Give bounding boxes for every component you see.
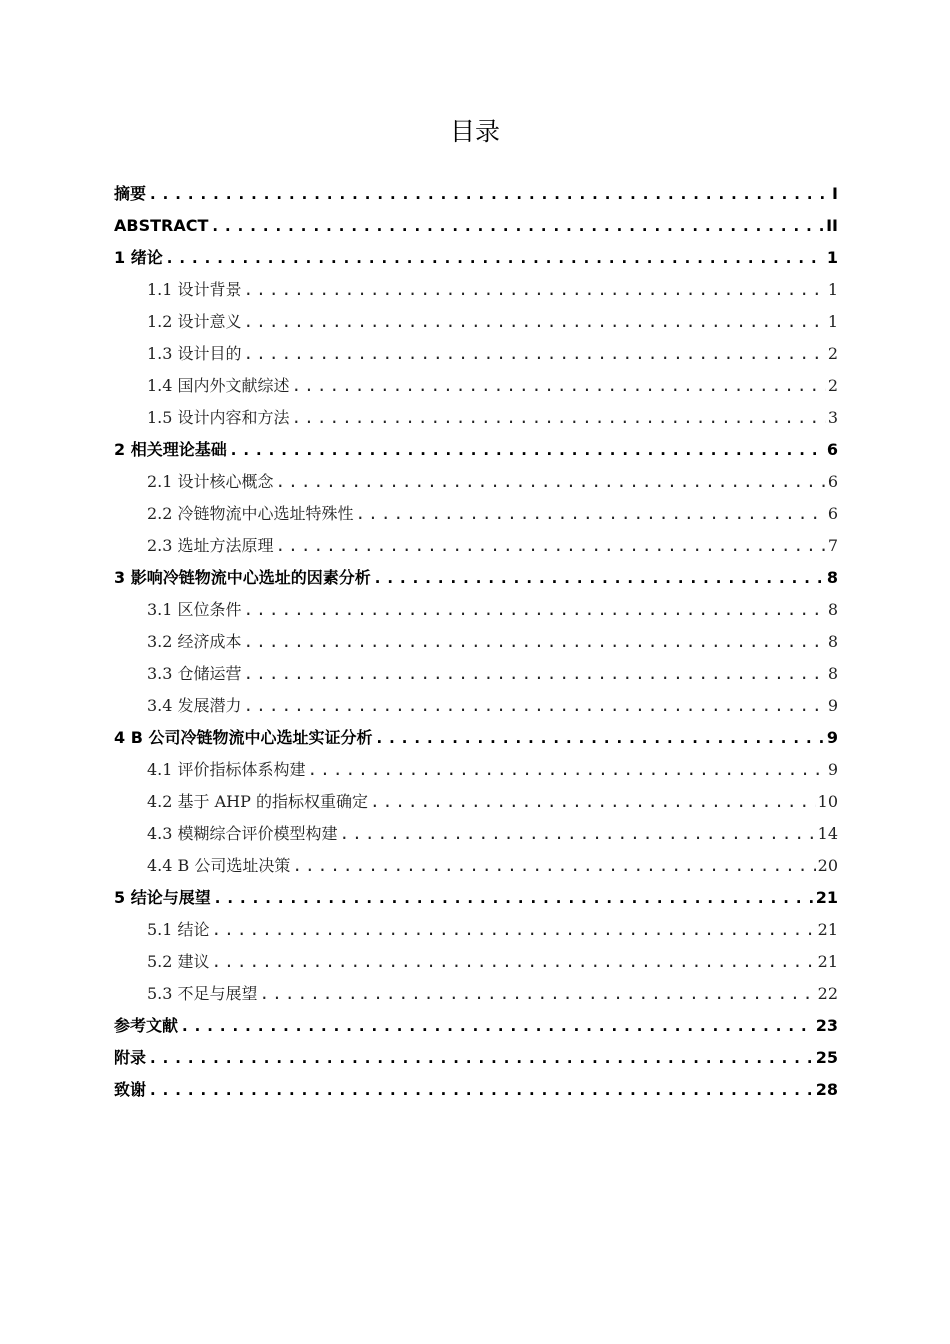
toc-entry-page-number: 22 [817, 984, 838, 1003]
toc-entry-title: 4.4 B 公司选址决策 [147, 856, 291, 875]
toc-entry[interactable] [114, 466, 838, 498]
toc-entry[interactable] [114, 530, 838, 562]
toc-entry-title: 2.2 冷链物流中心选址特殊性 [147, 504, 354, 523]
toc-entry-title: 1.1 设计背景 [147, 280, 242, 299]
toc-entry[interactable] [114, 306, 838, 338]
toc-dot-leader [340, 818, 816, 850]
toc-entry-page-number: 6 [827, 504, 838, 523]
toc-entry[interactable] [114, 1042, 838, 1074]
toc-entry-title: 4 B 公司冷链物流中心选址实证分析 [114, 728, 373, 747]
toc-entry-page-number: 9 [827, 696, 838, 715]
toc-entry[interactable] [114, 338, 838, 370]
toc-entry-page-number: 21 [815, 888, 838, 907]
toc-entry-title: 1.2 设计意义 [147, 312, 242, 331]
toc-dot-leader [180, 1010, 814, 1042]
toc-entry-title: 摘要 [114, 184, 147, 203]
toc-dot-leader [148, 1074, 814, 1106]
toc-dot-leader [148, 1042, 814, 1074]
toc-entry-page-number: II [826, 216, 838, 235]
toc-entry-page-number: 7 [827, 536, 838, 555]
toc-dot-leader [244, 306, 826, 338]
toc-dot-leader [373, 562, 825, 594]
toc-entry[interactable] [114, 402, 838, 434]
toc-entry-page-number: 1 [826, 248, 838, 267]
toc-dot-leader [374, 722, 824, 754]
toc-entry-page-number: 21 [817, 920, 838, 939]
toc-dot-leader [165, 242, 825, 274]
toc-dot-leader [244, 274, 826, 306]
toc-dot-leader [244, 594, 826, 626]
toc-entry-title: 5.2 建议 [147, 952, 210, 971]
toc-entry[interactable] [114, 210, 838, 242]
toc-entry-title: 1.3 设计目的 [147, 344, 242, 363]
page-title: 目录 [449, 117, 500, 146]
toc-dot-leader [244, 658, 826, 690]
toc-dot-leader [229, 434, 825, 466]
toc-dot-leader [292, 850, 815, 882]
toc-entry-title: 附录 [114, 1048, 147, 1067]
toc-entry-page-number: 2 [827, 344, 838, 363]
toc-entry-title: ABSTRACT [114, 216, 209, 235]
toc-entry-title: 3 影响冷链物流中心选址的因素分析 [114, 568, 371, 587]
toc-entry[interactable] [114, 274, 838, 306]
toc-dot-leader [260, 978, 816, 1010]
toc-entry[interactable] [114, 978, 838, 1010]
toc-dot-leader [244, 626, 826, 658]
toc-entry[interactable] [114, 946, 838, 978]
toc-entry-page-number: 25 [815, 1048, 838, 1067]
toc-dot-leader [292, 370, 826, 402]
toc-dot-leader [308, 754, 826, 786]
toc-entry-page-number: 1 [827, 312, 838, 331]
toc-entry-page-number: 14 [817, 824, 838, 843]
toc-entry-page-number: 8 [827, 632, 838, 651]
toc-entry-title: 1.4 国内外文献综述 [147, 376, 290, 395]
toc-entry-title: 3.4 发展潜力 [147, 696, 242, 715]
toc-entry[interactable] [114, 178, 838, 210]
toc-dot-leader [244, 690, 826, 722]
toc-entry-page-number: 23 [815, 1016, 838, 1035]
toc-entry[interactable] [114, 562, 838, 594]
toc-entry-title: 3.1 区位条件 [147, 600, 242, 619]
toc-entry-title: 4.2 基于 AHP 的指标权重确定 [147, 792, 368, 811]
toc-entry[interactable] [114, 626, 838, 658]
toc-entry-page-number: 3 [827, 408, 838, 427]
table-of-contents [114, 178, 838, 1106]
toc-entry-page-number: 6 [826, 440, 838, 459]
toc-entry[interactable] [114, 786, 838, 818]
toc-entry-title: 参考文献 [114, 1016, 179, 1035]
toc-dot-leader [212, 946, 816, 978]
toc-entry-page-number: 8 [826, 568, 838, 587]
toc-entry-title: 5.3 不足与展望 [147, 984, 258, 1003]
toc-entry-page-number: 9 [827, 760, 838, 779]
toc-entry-page-number: 28 [815, 1080, 838, 1099]
toc-entry[interactable] [114, 1010, 838, 1042]
toc-entry[interactable] [114, 370, 838, 402]
toc-dot-leader [276, 530, 826, 562]
toc-entry-title: 2 相关理论基础 [114, 440, 227, 459]
toc-entry-title: 5.1 结论 [147, 920, 210, 939]
toc-dot-leader [213, 882, 814, 914]
toc-entry[interactable] [114, 754, 838, 786]
toc-entry-title: 4.1 评价指标体系构建 [147, 760, 306, 779]
toc-entry-title: 致谢 [114, 1080, 147, 1099]
toc-entry-title: 4.3 模糊综合评价模型构建 [147, 824, 338, 843]
toc-entry-title: 5 结论与展望 [114, 888, 211, 907]
toc-entry-title: 3.3 仓储运营 [147, 664, 242, 683]
toc-entry[interactable] [114, 722, 838, 754]
toc-entry-page-number: 8 [827, 664, 838, 683]
toc-dot-leader [244, 338, 826, 370]
toc-entry-title: 1.5 设计内容和方法 [147, 408, 290, 427]
toc-entry[interactable] [114, 850, 838, 882]
toc-dot-leader [276, 466, 826, 498]
toc-entry-title: 2.3 选址方法原理 [147, 536, 274, 555]
toc-entry[interactable] [114, 242, 838, 274]
toc-entry[interactable] [114, 1074, 838, 1106]
toc-entry[interactable] [114, 658, 838, 690]
toc-entry[interactable] [114, 594, 838, 626]
toc-dot-leader [356, 498, 826, 530]
toc-dot-leader [148, 178, 830, 210]
toc-dot-leader [370, 786, 816, 818]
toc-entry-page-number: 9 [826, 728, 838, 747]
toc-entry[interactable] [114, 914, 838, 946]
toc-entry-page-number: 1 [827, 280, 838, 299]
toc-entry-page-number: 21 [817, 952, 838, 971]
toc-entry[interactable] [114, 818, 838, 850]
toc-entry[interactable] [114, 498, 838, 530]
toc-entry-page-number: 20 [817, 856, 838, 875]
toc-entry-page-number: I [832, 184, 838, 203]
toc-entry[interactable] [114, 882, 838, 914]
toc-entry-title: 2.1 设计核心概念 [147, 472, 274, 491]
toc-entry-page-number: 10 [817, 792, 838, 811]
toc-entry-page-number: 6 [827, 472, 838, 491]
toc-dot-leader [210, 210, 824, 242]
toc-entry-page-number: 8 [827, 600, 838, 619]
toc-entry-title: 1 绪论 [114, 248, 163, 267]
toc-entry[interactable] [114, 690, 838, 722]
toc-entry[interactable] [114, 434, 838, 466]
toc-dot-leader [292, 402, 826, 434]
toc-dot-leader [212, 914, 816, 946]
toc-entry-title: 3.2 经济成本 [147, 632, 242, 651]
toc-entry-page-number: 2 [827, 376, 838, 395]
